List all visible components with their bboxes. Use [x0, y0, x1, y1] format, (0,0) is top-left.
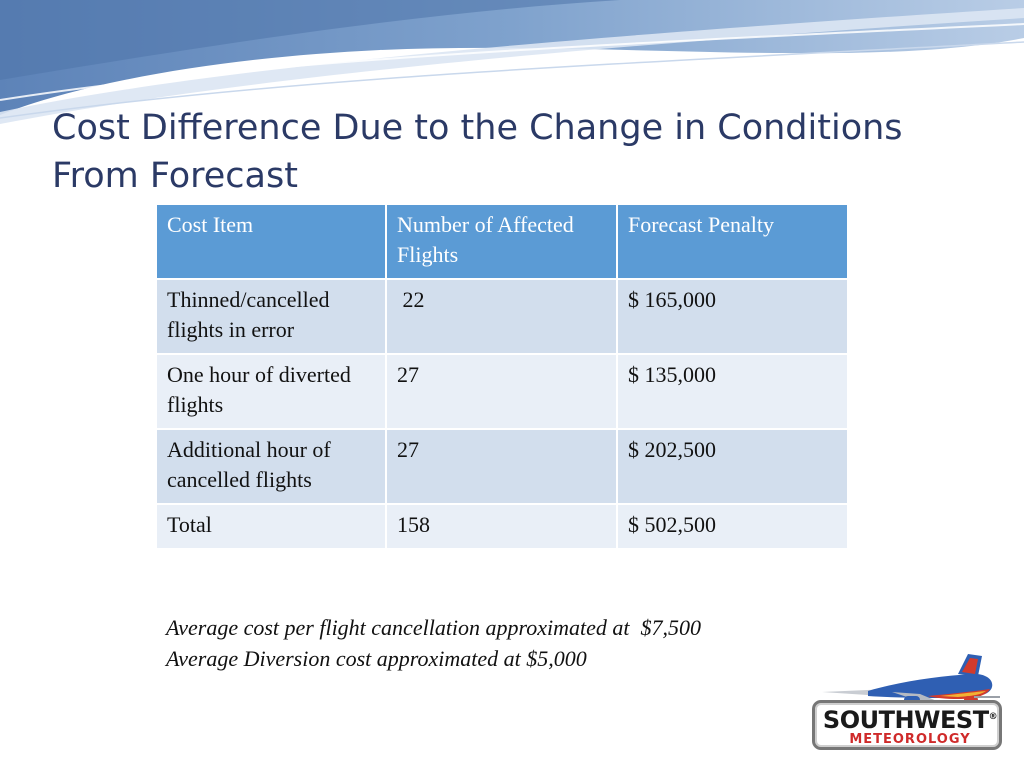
header-forecast-penalty: Forecast Penalty [617, 204, 848, 279]
slide-title [52, 104, 972, 200]
affected-flights-cell: 158 [386, 504, 617, 549]
forecast-penalty-cell: $ 202,500 [617, 429, 848, 504]
slide-title-line-1: Cost Difference Due to the Change in Conditions [52, 108, 903, 148]
logo-badge [812, 700, 1002, 750]
affected-flights-cell: 22 [386, 279, 617, 354]
forecast-penalty-cell: $ 502,500 [617, 504, 848, 549]
registered-mark: ® [988, 712, 998, 722]
logo-tagline: METEOROLOGY [849, 732, 971, 747]
affected-flights-cell: 27 [386, 429, 617, 504]
forecast-penalty-cell: $ 135,000 [617, 354, 848, 429]
forecast-penalty-cell: $ 165,000 [617, 279, 848, 354]
cost-table [155, 203, 849, 550]
table-row [156, 279, 848, 354]
table-row-total [156, 504, 848, 549]
logo-name: SOUTHWEST [822, 706, 989, 734]
note-cancellation-cost: Average cost per flight cancellation approximated at $7,500 [166, 615, 702, 640]
cost-notes [166, 612, 701, 674]
cost-item-cell: One hour of diverted flights [156, 354, 386, 429]
southwest-meteorology-logo [808, 652, 1008, 756]
table-row [156, 354, 848, 429]
header-affected-flights: Number of Affected Flights [386, 204, 617, 279]
table-row [156, 429, 848, 504]
cost-item-cell: Total [156, 504, 386, 549]
note-diversion-cost: Average Diversion cost approximated at $5,000 [166, 646, 587, 671]
slide-title-line-2: From Forecast [52, 156, 298, 196]
logo-wordmark [815, 706, 1005, 734]
affected-flights-cell: 27 [386, 354, 617, 429]
table-header-row [156, 204, 848, 279]
cost-item-cell: Additional hour of cancelled flights [156, 429, 386, 504]
header-cost-item: Cost Item [156, 204, 386, 279]
cost-item-cell: Thinned/cancelled flights in error [156, 279, 386, 354]
